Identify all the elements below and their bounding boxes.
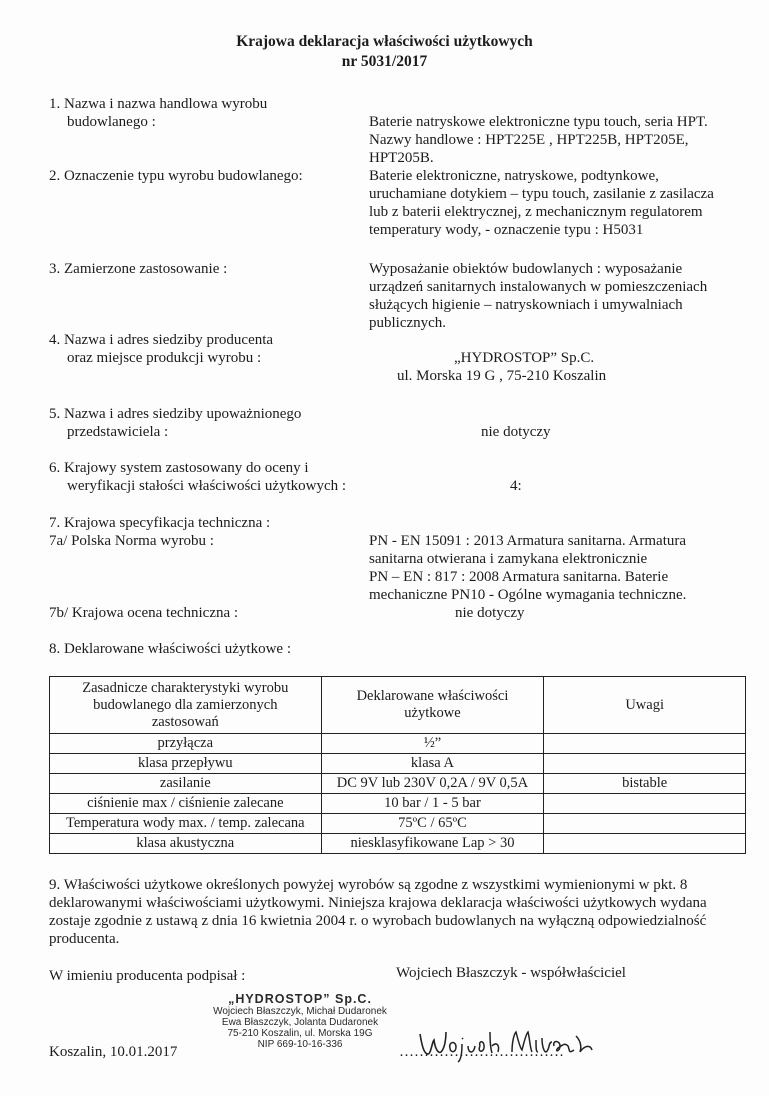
signer-name: Wojciech Błaszczyk - współwłaściciel — [396, 965, 626, 981]
item-9-line4: producenta. — [49, 931, 120, 947]
item-7a-value-line2: sanitarna otwierana i zamykana elektronicznie — [369, 551, 648, 567]
document-title: Krajowa deklaracja właściwości użytkowych — [236, 33, 533, 50]
item-1-label-line2: budowlanego : — [67, 114, 156, 130]
table-header-notes: Uwagi — [544, 677, 746, 734]
table-row: ciśnienie max / ciśnienie zalecane 10 bar / 1 - 5 bar — [50, 794, 746, 814]
item-7b-value: nie dotyczy — [455, 605, 525, 621]
table-row: przyłącza ½” — [50, 734, 746, 754]
item-9-line1: 9. Właściwości użytkowe określonych powyżej wyrobów są zgodne z wszystkimi wymienionymi w pkt. 8 — [49, 877, 688, 893]
item-4-value-line2: ul. Morska 19 G , 75-210 Koszalin — [397, 368, 607, 384]
company-stamp: „HYDROSTOP” Sp.C. Wojciech Błaszczyk, Michał Dudaronek Ewa Błaszczyk, Jolanta Dudaronek 75-210 Koszalin, ul. Morska 19G NIP 669-10-16-336 — [213, 992, 387, 1050]
signature-dots: …………………………… — [399, 1044, 564, 1060]
item-8-label: 8. Deklarowane właściwości użytkowe : — [49, 641, 292, 657]
item-3-label: 3. Zamierzone zastosowanie : — [49, 261, 228, 277]
table-row: Temperatura wody max. / temp. zalecana 75ºC / 65ºC — [50, 814, 746, 834]
item-6-value: 4: — [510, 478, 522, 494]
item-3-value-line3: służących higienie – natryskowniach i umywalniach — [369, 297, 683, 313]
table-header-row — [50, 677, 746, 734]
item-7a-value-line1: PN - EN 15091 : 2013 Armatura sanitarna. Armatura — [369, 533, 687, 549]
item-2-value-line3: lub z baterii elektrycznej, z mechanicznym regulatorem — [369, 204, 703, 220]
properties-table — [49, 676, 746, 854]
table-header-characteristics: Zasadnicze charakterystyki wyrobu budowlanego dla zamierzonych zastosowań — [50, 677, 322, 734]
item-3-value-line1: Wyposażanie obiektów budowlanych : wyposażanie — [369, 261, 683, 277]
item-2-value-line1: Baterie elektroniczne, natryskowe, podtynkowe, — [369, 168, 659, 184]
item-5-value: nie dotyczy — [481, 424, 551, 440]
table-row: klasa akustyczna niesklasyfikowane Lap > 30 — [50, 834, 746, 854]
item-7-label: 7. Krajowa specyfikacja techniczna : — [49, 515, 271, 531]
item-6-label-line1: 6. Krajowy system zastosowany do oceny i — [49, 460, 309, 476]
item-6-label-line2: weryfikacji stałości właściwości użytkowych : — [67, 478, 347, 494]
table-row: klasa przepływu klasa A — [50, 754, 746, 774]
item-1-value-line1: Baterie natryskowe elektroniczne typu touch, seria HPT. — [369, 114, 708, 130]
item-3-value-line2: urządzeń sanitarnych instalowanych w pomieszczeniach — [369, 279, 708, 295]
signed-by-label: W imieniu producenta podpisał : — [49, 968, 246, 984]
place-and-date: Koszalin, 10.01.2017 — [49, 1044, 178, 1060]
item-4-value-line1: „HYDROSTOP” Sp.C. — [454, 350, 595, 366]
item-2-value-line4: temperatury wody, - oznaczenie typu : H5031 — [369, 222, 644, 238]
item-5-label-line1: 5. Nazwa i adres siedziby upoważnionego — [49, 406, 302, 422]
item-7b-label: 7b/ Krajowa ocena techniczna : — [49, 605, 239, 621]
item-7a-value-line4: mechaniczne PN10 - Ogólne wymagania techniczne. — [369, 587, 687, 603]
table-header-declared: Deklarowane właściwości użytkowe — [321, 677, 544, 734]
item-1-value-line2: Nazwy handlowe : HPT225E , HPT225B, HPT205E, — [369, 132, 689, 148]
document-number: nr 5031/2017 — [341, 53, 428, 70]
item-2-value-line2: uruchamiane dotykiem – typu touch, zasilanie z zasilacza — [369, 186, 714, 202]
item-7a-value-line3: PN – EN : 817 : 2008 Armatura sanitarna. Baterie — [369, 569, 669, 585]
item-7a-label: 7a/ Polska Norma wyrobu : — [49, 533, 214, 549]
item-1-value-line3: HPT205B. — [369, 150, 434, 166]
item-5-label-line2: przedstawiciela : — [67, 424, 169, 440]
item-3-value-line4: publicznych. — [369, 315, 447, 331]
table-row: zasilanie DC 9V lub 230V 0,2A / 9V 0,5A bistable — [50, 774, 746, 794]
item-1-label-line1: 1. Nazwa i nazwa handlowa wyrobu — [49, 96, 268, 112]
item-9-line3: zostaje zgodnie z ustawą z dnia 16 kwietnia 2004 r. o wyrobach budowlanych na wyłączną odpowiedzialność — [49, 913, 707, 929]
item-4-label-line2: oraz miejsce produkcji wyrobu : — [67, 350, 262, 366]
handwritten-signature — [412, 1020, 612, 1064]
item-9-line2: deklarowanymi właściwościami użytkowymi. Niniejsza krajowa deklaracja właściwości użytkowych wydana — [49, 895, 707, 911]
item-2-label: 2. Oznaczenie typu wyrobu budowlanego: — [49, 168, 303, 184]
item-4-label-line1: 4. Nazwa i adres siedziby producenta — [49, 332, 274, 348]
